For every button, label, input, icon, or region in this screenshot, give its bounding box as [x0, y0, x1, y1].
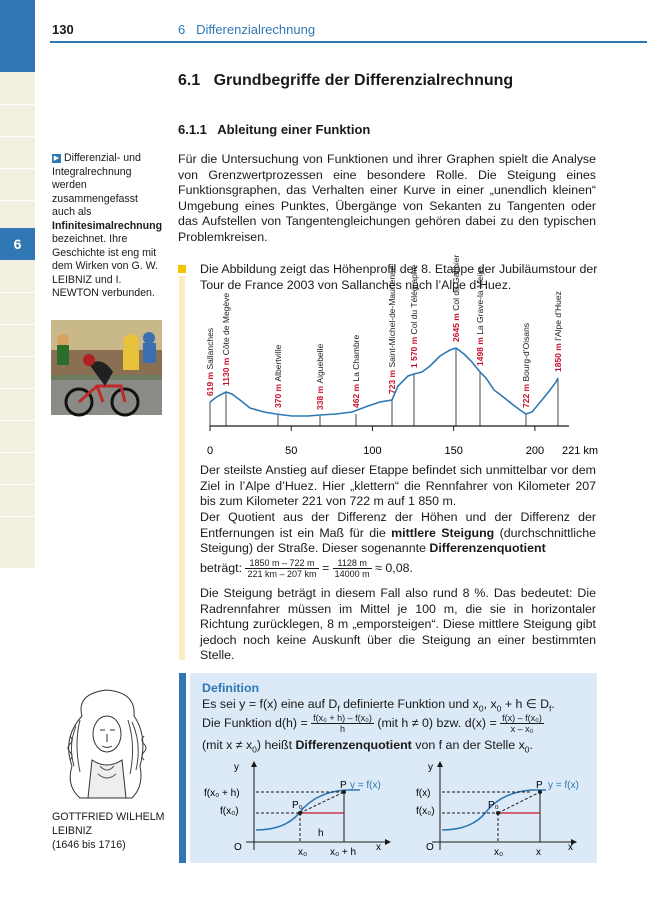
axis-tick-label: 50 [285, 445, 298, 457]
chapter-heading: 6 Differenzialrechnung [178, 22, 316, 37]
axis-tick-label: 200 [525, 445, 545, 457]
svg-text:y: y [428, 762, 433, 773]
svg-text:f(x): f(x) [416, 788, 431, 799]
profile-place-label: 722 m Bourg-d’Oisans [521, 322, 531, 408]
arrow-icon: ▶ [53, 155, 60, 162]
svg-text:P₀: P₀ [488, 800, 499, 811]
svg-text:O: O [426, 842, 434, 853]
profile-place-label: 1850 m l’Alpe d’Huez [553, 291, 563, 372]
example-strip [179, 276, 185, 660]
axis-unit: 221 km [562, 445, 599, 457]
svg-text:P: P [340, 780, 347, 791]
profile-curve [210, 348, 558, 416]
axis-tick-label: 0 [206, 445, 214, 457]
profile-place-label: 1498 m La Grave-la Meije [475, 267, 485, 366]
svg-text:f(x₀ + h): f(x₀ + h) [204, 788, 240, 799]
profile-place-label: 462 m La Chambre [351, 334, 361, 408]
example-p2: Der Quotient aus der Differenz der Höhen und der Differenz der Entfernungen ist ein Maß für die mittlere Steigung (durchschnittliche Steigung) der Straße. Dieser sogenannte Differenzenquotient [200, 510, 597, 556]
profile-place-label: 338 m Aiguebelle [315, 343, 325, 410]
svg-text:y = f(x): y = f(x) [350, 780, 381, 791]
svg-text:P₀: P₀ [292, 800, 303, 811]
graph-left [204, 762, 390, 858]
svg-text:x₀: x₀ [494, 847, 504, 858]
page-number: 130 [52, 22, 74, 37]
definition-bar [179, 673, 186, 863]
example-p3: Die Steigung beträgt in diesem Fall also rund 8 %. Das bedeutet: Die Radrennfahrer müssen im Mittel je 100 m, die sie in horizontaler Richtung zurücklegen, 8 m „emporsteigen“. Diese mittlere Steigung gibt jedoch noch keine Auskunft über die Steigung an einer bestimmten Stelle. [200, 586, 596, 663]
profile-place-label: 2645 m Col du Galibier [451, 254, 461, 342]
definition-line-2: Die Funktion d(h) = $\frac{\text{f(x₀ + h) – f(x₀)}}{h}$ (mit h ≠ 0) bzw. d(x) = $\frac{\text{f(x) – f(x₀)}}{\text{x – x₀}}$ [202, 713, 542, 734]
chapter-tab-top [0, 0, 35, 72]
profile-place-label: 370 m Albertville [273, 344, 283, 408]
profile-place-label: 723 m Saint-Michel-de-Maurienne [387, 265, 397, 394]
example-p1: Der steilste Anstieg auf dieser Etappe befindet sich unmittelbar vor dem Ziel in l’Alpe d’Huez. Hier „klettern“ die Rennfahrer von Kilometer 207 bis zum Kilometer 221 von 722 m auf 1 850 m. [200, 463, 596, 509]
axis-tick-label: 100 [363, 445, 382, 457]
cyclist-photo [51, 320, 162, 415]
svg-text:f(x₀): f(x₀) [220, 806, 239, 817]
chapter-tab-6[interactable]: 6 [0, 228, 35, 260]
section-title: 6.1 Grundbegriffe der Differenzialrechnung [178, 72, 514, 89]
svg-text:x: x [376, 842, 381, 853]
example-intro: Die Abbildung zeigt das Höhenprofil der 8. Etappe der Jubiläumstour der Tour de France 2003 von Sallanches nach l’Alpe d’Huez. [200, 262, 598, 292]
svg-text:x: x [568, 842, 573, 853]
svg-text:P: P [536, 780, 543, 791]
definition-line-3: (mit $x \ne x_0$) heißt Differenzenquotient von f an der Stelle $x_0$. [202, 738, 533, 755]
svg-text:O: O [234, 842, 242, 853]
side-note: ▶ Differenzial- und Integralrechnung werden zusammengefasst auch als Infinitesimalrechnung bezeichnet. Ihre Geschichte ist eng mit dem Wirken von G. W. LEIBNIZ und I. NEWTON verbunden. [52, 152, 163, 299]
svg-text:f(x₀): f(x₀) [416, 806, 435, 817]
definition-title: Definition [202, 681, 260, 695]
example-calc: beträgt: $\frac{1850 m - 722 m}{221 km - 207 km}$ = $\frac{1128 m}{14000 m}$ ≈ 0,08. [200, 558, 413, 579]
svg-text:x₀ + h: x₀ + h [330, 847, 357, 858]
definition-line-1: Es sei y = f(x) eine auf $D_f$ definierte Funktion und $x_0$, $x_0 + h$ ∈ $D_f$. [202, 697, 555, 714]
chapter-tab-strip [0, 0, 35, 568]
svg-text:x₀: x₀ [298, 847, 308, 858]
svg-text:x: x [536, 847, 541, 858]
example-marker [178, 265, 186, 273]
graph-right [416, 762, 579, 858]
svg-text:y = f(x): y = f(x) [548, 780, 579, 791]
subsection-title: 6.1.1 Ableitung einer Funktion [178, 122, 371, 137]
intro-paragraph: Für die Untersuchung von Funktionen und ihrer Graphen spielt die Analyse von Grenzwertprozessen eine besondere Rolle. Die Steigung eines Funktionsgraphen, das Verhalten einer Kurve in einer „unendlich kleinen“ Umgebung eines Punktes, Übergänge von Sekanten zu Tangenten oder das Aufstellen von Tangentengleichungen gehören dabei zu den typischen Problemkreisen. [178, 152, 596, 244]
leibniz-portrait [52, 686, 162, 802]
profile-place-label: 1 570 m Col du Télégraphe [409, 264, 419, 368]
header-rule [50, 41, 647, 43]
svg-text:h: h [318, 828, 324, 839]
profile-place-label: 1130 m Côte de Megève [221, 292, 231, 386]
secant-graphs [190, 756, 597, 862]
svg-text:y: y [234, 762, 239, 773]
portrait-caption: GOTTFRIED WILHELM LEIBNIZ (1646 bis 1716) [52, 811, 165, 851]
profile-place-label: 619 m Sallanches [205, 327, 215, 396]
axis-tick-label: 150 [444, 445, 463, 457]
